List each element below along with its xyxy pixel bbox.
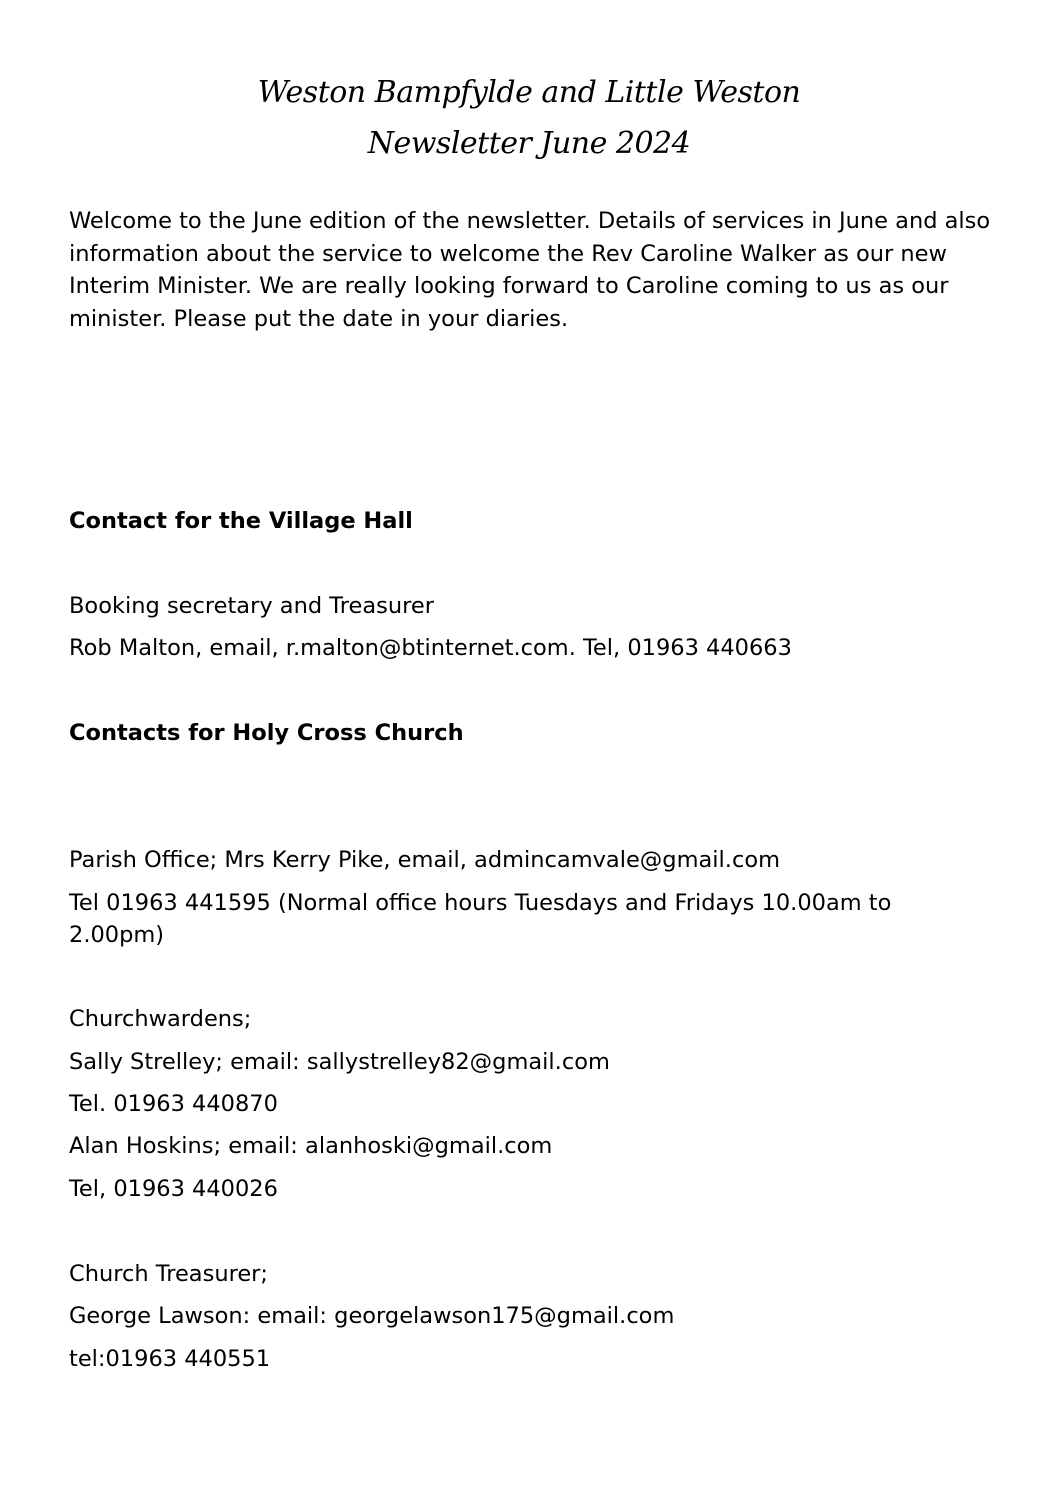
warden-sally-tel: Tel. 01963 440870	[69, 1091, 278, 1117]
village-hall-heading: Contact for the Village Hall	[69, 508, 413, 534]
newsletter-title: Weston Bampfylde and Little Weston	[257, 75, 801, 110]
parish-office-tel: Tel 01963 441595 (Normal office hours Tuesdays and Fridays 10.00am to 2.00pm)	[69, 890, 892, 948]
newsletter-subtitle: Newsletter June 2024	[367, 126, 691, 161]
churchwardens-label: Churchwardens;	[69, 1006, 252, 1032]
treasurer-email: George Lawson: email: georgelawson175@gmail.com	[69, 1303, 675, 1329]
warden-sally-email: Sally Strelley; email: sallystrelley82@gmail.com	[69, 1049, 610, 1075]
treasurer-label: Church Treasurer;	[69, 1261, 269, 1287]
church-heading: Contacts for Holy Cross Church	[69, 720, 464, 746]
village-hall-role: Booking secretary and Treasurer	[69, 593, 434, 619]
treasurer-tel: tel:01963 440551	[69, 1346, 271, 1372]
village-hall-contact: Rob Malton, email, r.malton@btinternet.com. Tel, 01963 440663	[69, 635, 792, 661]
intro-paragraph: Welcome to the June edition of the newsletter. Details of services in June and also information about the service to welcome the Rev Caroline Walker as our new Interim Minister. We are really looking forward to Caroline coming to us as our minister. Please put the date in your diaries.	[69, 208, 991, 332]
parish-office-contact: Parish Office; Mrs Kerry Pike, email, admincamvale@gmail.com	[69, 847, 781, 873]
warden-alan-tel: Tel, 01963 440026	[69, 1176, 278, 1202]
warden-alan-email: Alan Hoskins; email: alanhoski@gmail.com	[69, 1133, 553, 1159]
